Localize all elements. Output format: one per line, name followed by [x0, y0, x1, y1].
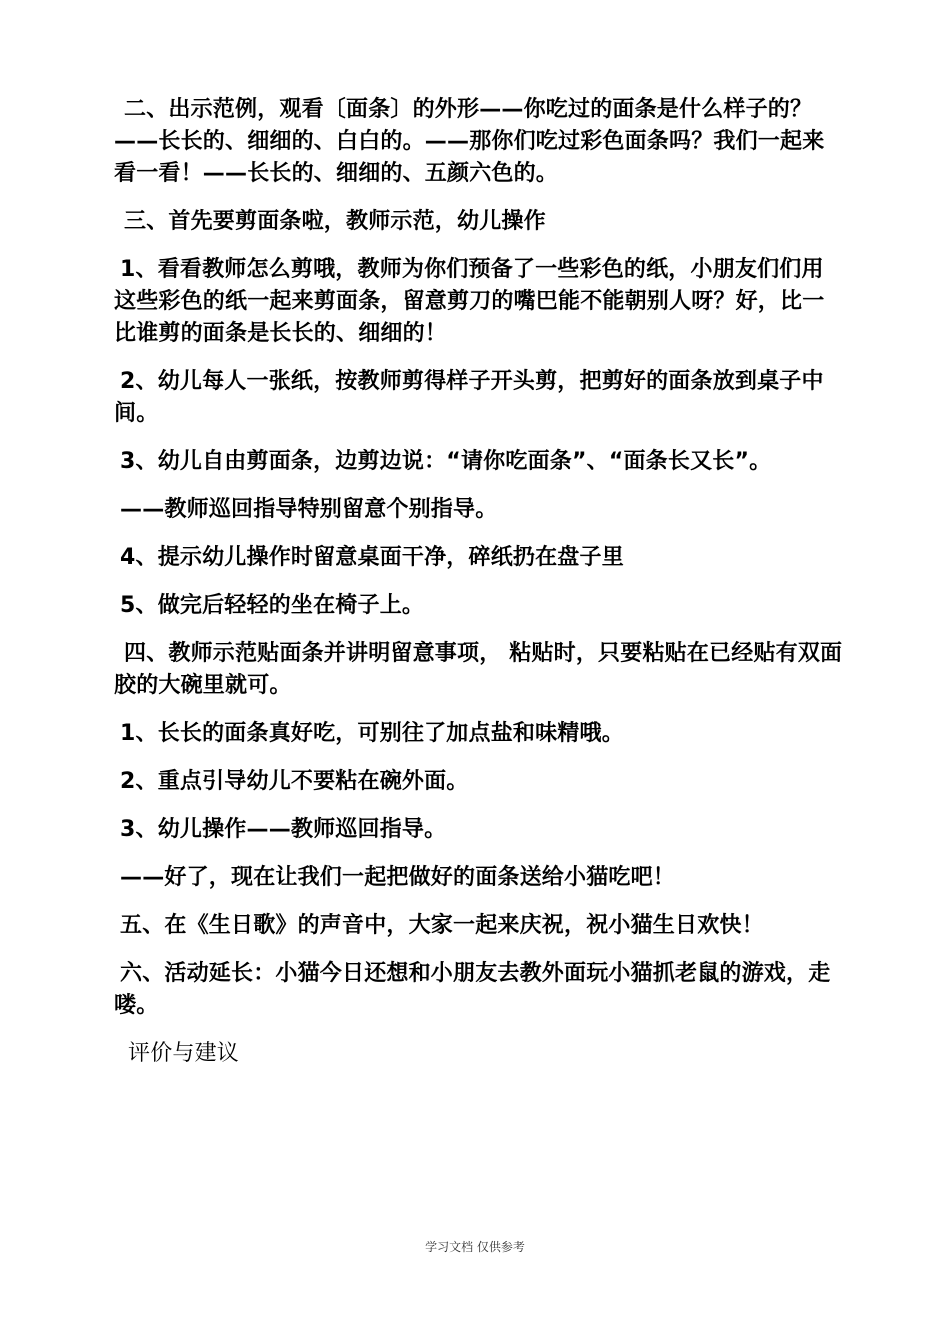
paragraph-note: ——教师巡回指导特别留意个别指导。	[120, 497, 498, 522]
paragraph-section-four: 四、教师示范贴面条并讲明留意事项， 粘贴时，只要粘贴在已经贴有双面胶的大碗里就可。	[114, 641, 843, 698]
paragraph-note: ——好了，现在让我们一起把做好的面条送给小猫吃吧！	[120, 865, 676, 890]
paragraph-section-six: 六、活动延长：小猫今日还想和小朋友去教外面玩小猫抓老鼠的游戏，走喽。	[114, 961, 831, 1018]
page-footer: 学习文档 仅供参考	[425, 1240, 525, 1254]
paragraph-item: 3、幼儿操作——教师巡回指导。	[120, 817, 447, 842]
paragraph-item: 2、幼儿每人一张纸，按教师剪得样子开头剪，把剪好的面条放到桌子中间。	[114, 369, 824, 426]
paragraph-section-three: 三、首先要剪面条啦，教师示范，幼儿操作	[124, 209, 546, 234]
paragraph-section-five: 五、在《生日歌》的声音中，大家一起来庆祝，祝小猫生日欢快！	[120, 913, 764, 938]
evaluation-heading: 评价与建议	[128, 1041, 240, 1066]
document-body	[114, 94, 844, 1086]
paragraph-item: 3、幼儿自由剪面条，边剪边说：“请你吃面条”、“面条长又长”。	[120, 449, 772, 474]
paragraph-item: 1、长长的面条真好吃，可别往了加点盐和味精哦。	[120, 721, 624, 746]
paragraph-item: 2、重点引导幼儿不要粘在碗外面。	[120, 769, 469, 794]
paragraph-item: 4、提示幼儿操作时留意桌面干净，碎纸扔在盘子里	[120, 545, 624, 570]
paragraph-item: 1、看看教师怎么剪哦，教师为你们预备了一些彩色的纸，小朋友们们用这些彩色的纸一起来剪面条，留意剪刀的嘴巴能不能朝别人呀？好，比一比谁剪的面条是长长的、细细的！	[114, 257, 825, 346]
paragraph-section-two: 二、出示范例，观看〔面条〕的外形——你吃过的面条是什么样子的？——长长的、细细的、白白的。——那你们吃过彩色面条吗？我们一起来看一看！——长长的、细细的、五颜六色的。	[114, 97, 825, 186]
paragraph-item: 5、做完后轻轻的坐在椅子上。	[120, 593, 425, 618]
